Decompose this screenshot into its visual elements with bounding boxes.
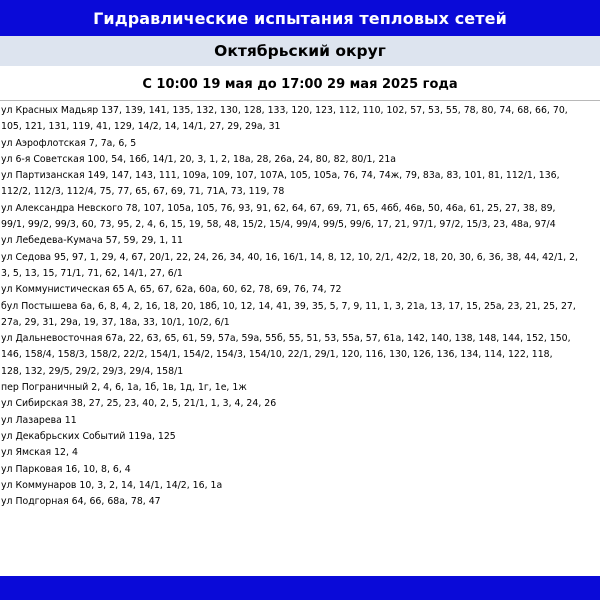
district-bar	[0, 36, 600, 66]
address-line: ул Александра Невского 78, 107, 105а, 105, 76, 93, 91, 62, 64, 67, 69, 71, 65, 46б, 46в, 50, 46а, 61, 25, 27, 38, 89,	[1, 202, 556, 214]
address-line: ул Коммунаров 10, 3, 2, 14, 14/1, 14/2, 16, 1а	[1, 479, 223, 491]
address-line: 112/2, 112/3, 112/4, 75, 77, 65, 67, 69, 71, 71А, 73, 119, 78	[1, 186, 285, 198]
address-list	[1, 103, 589, 510]
address-line: пер Пограничный 2, 4, 6, 1а, 1б, 1в, 1д, 1г, 1е, 1ж	[1, 382, 247, 394]
address-line: ул Красных Мадьяр 137, 139, 141, 135, 132, 130, 128, 133, 120, 123, 112, 110, 102, 57, 53, 55, 78, 80, 74, 68, 66, 70,	[1, 105, 568, 116]
address-line: ул Декабрьских Событий 119а, 125	[1, 430, 176, 442]
address-line: 105, 121, 131, 119, 41, 129, 14/2, 14, 14/1, 27, 29, 29а, 31	[1, 121, 281, 133]
title-banner	[0, 0, 600, 36]
address-line: ул Партизанская 149, 147, 143, 111, 109а, 109, 107, 107А, 105, 105а, 76, 74, 74ж, 79, 83а, 83, 101, 81, 112/1, 136,	[1, 170, 560, 182]
footer-banner	[0, 576, 600, 600]
address-line: ул Парковая 16, 10, 8, 6, 4	[1, 463, 131, 475]
address-line: ул Ямская 12, 4	[1, 447, 78, 459]
address-line: 128, 132, 29/5, 29/2, 29/3, 29/4, 158/1	[1, 365, 184, 377]
address-line: ул Лазарева 11	[1, 414, 77, 426]
address-line: 99/1, 99/2, 99/3, 60, 73, 95, 2, 4, 6, 15, 19, 58, 48, 15/2, 15/4, 99/4, 99/5, 99/6, 17, 21, 97/1, 97/2, 15/3, 23, 48а, 97/4	[1, 219, 556, 231]
address-line: ул Седова 95, 97, 1, 29, 4, 67, 20/1, 22, 24, 26, 34, 40, 16, 16/1, 14, 8, 12, 10, 2/1, 42/2, 18, 20, 30, 6, 36, 38, 44, 42/1, 2,	[1, 251, 579, 263]
header-divider	[0, 100, 600, 101]
address-line: ул Сибирская 38, 27, 25, 23, 40, 2, 5, 21/1, 1, 3, 4, 24, 26	[1, 398, 277, 410]
address-line: 27а, 29, 31, 29а, 19, 37, 18а, 33, 10/1, 10/2, 6/1	[1, 316, 230, 328]
address-line: 3, 5, 13, 15, 71/1, 71, 62, 14/1, 27, 6/1	[1, 267, 183, 279]
address-line: ул Дальневосточная 67а, 22, 63, 65, 61, 59, 57а, 59а, 55б, 55, 51, 53, 55а, 57, 61а, 142, 140, 138, 148, 144, 152, 150,	[1, 333, 571, 345]
period-text: С 10:00 19 мая до 17:00 29 мая 2025 года	[142, 76, 458, 92]
address-line: ул Аэрофлотская 7, 7а, 6, 5	[1, 137, 137, 149]
address-line: ул 6-я Советская 100, 54, 16б, 14/1, 20, 3, 1, 2, 18а, 28, 26а, 24, 80, 82, 80/1, 21а	[1, 153, 396, 165]
test-period	[0, 70, 600, 98]
address-line: ул Подгорная 64, 66, 68а, 78, 47	[1, 496, 161, 508]
address-line: бул Постышева 6а, 6, 8, 4, 2, 16, 18, 20, 18б, 10, 12, 14, 41, 39, 35, 5, 7, 9, 11, 1, 3, 21а, 13, 17, 15, 25а, 23, 21, 25, 27,	[1, 300, 576, 312]
address-line: ул Лебедева-Кумача 57, 59, 29, 1, 11	[1, 235, 183, 247]
address-line: ул Коммунистическая 65 А, 65, 67, 62а, 60а, 60, 62, 78, 69, 76, 74, 72	[1, 284, 342, 296]
page-title: Гидравлические испытания тепловых сетей	[93, 8, 507, 28]
district-name: Октябрьский округ	[214, 42, 386, 60]
address-line: 146, 158/4, 158/3, 158/2, 22/2, 154/1, 154/2, 154/3, 154/10, 22/1, 29/1, 120, 116, 130, 126, 136, 134, 114, 122, 118,	[1, 349, 553, 361]
